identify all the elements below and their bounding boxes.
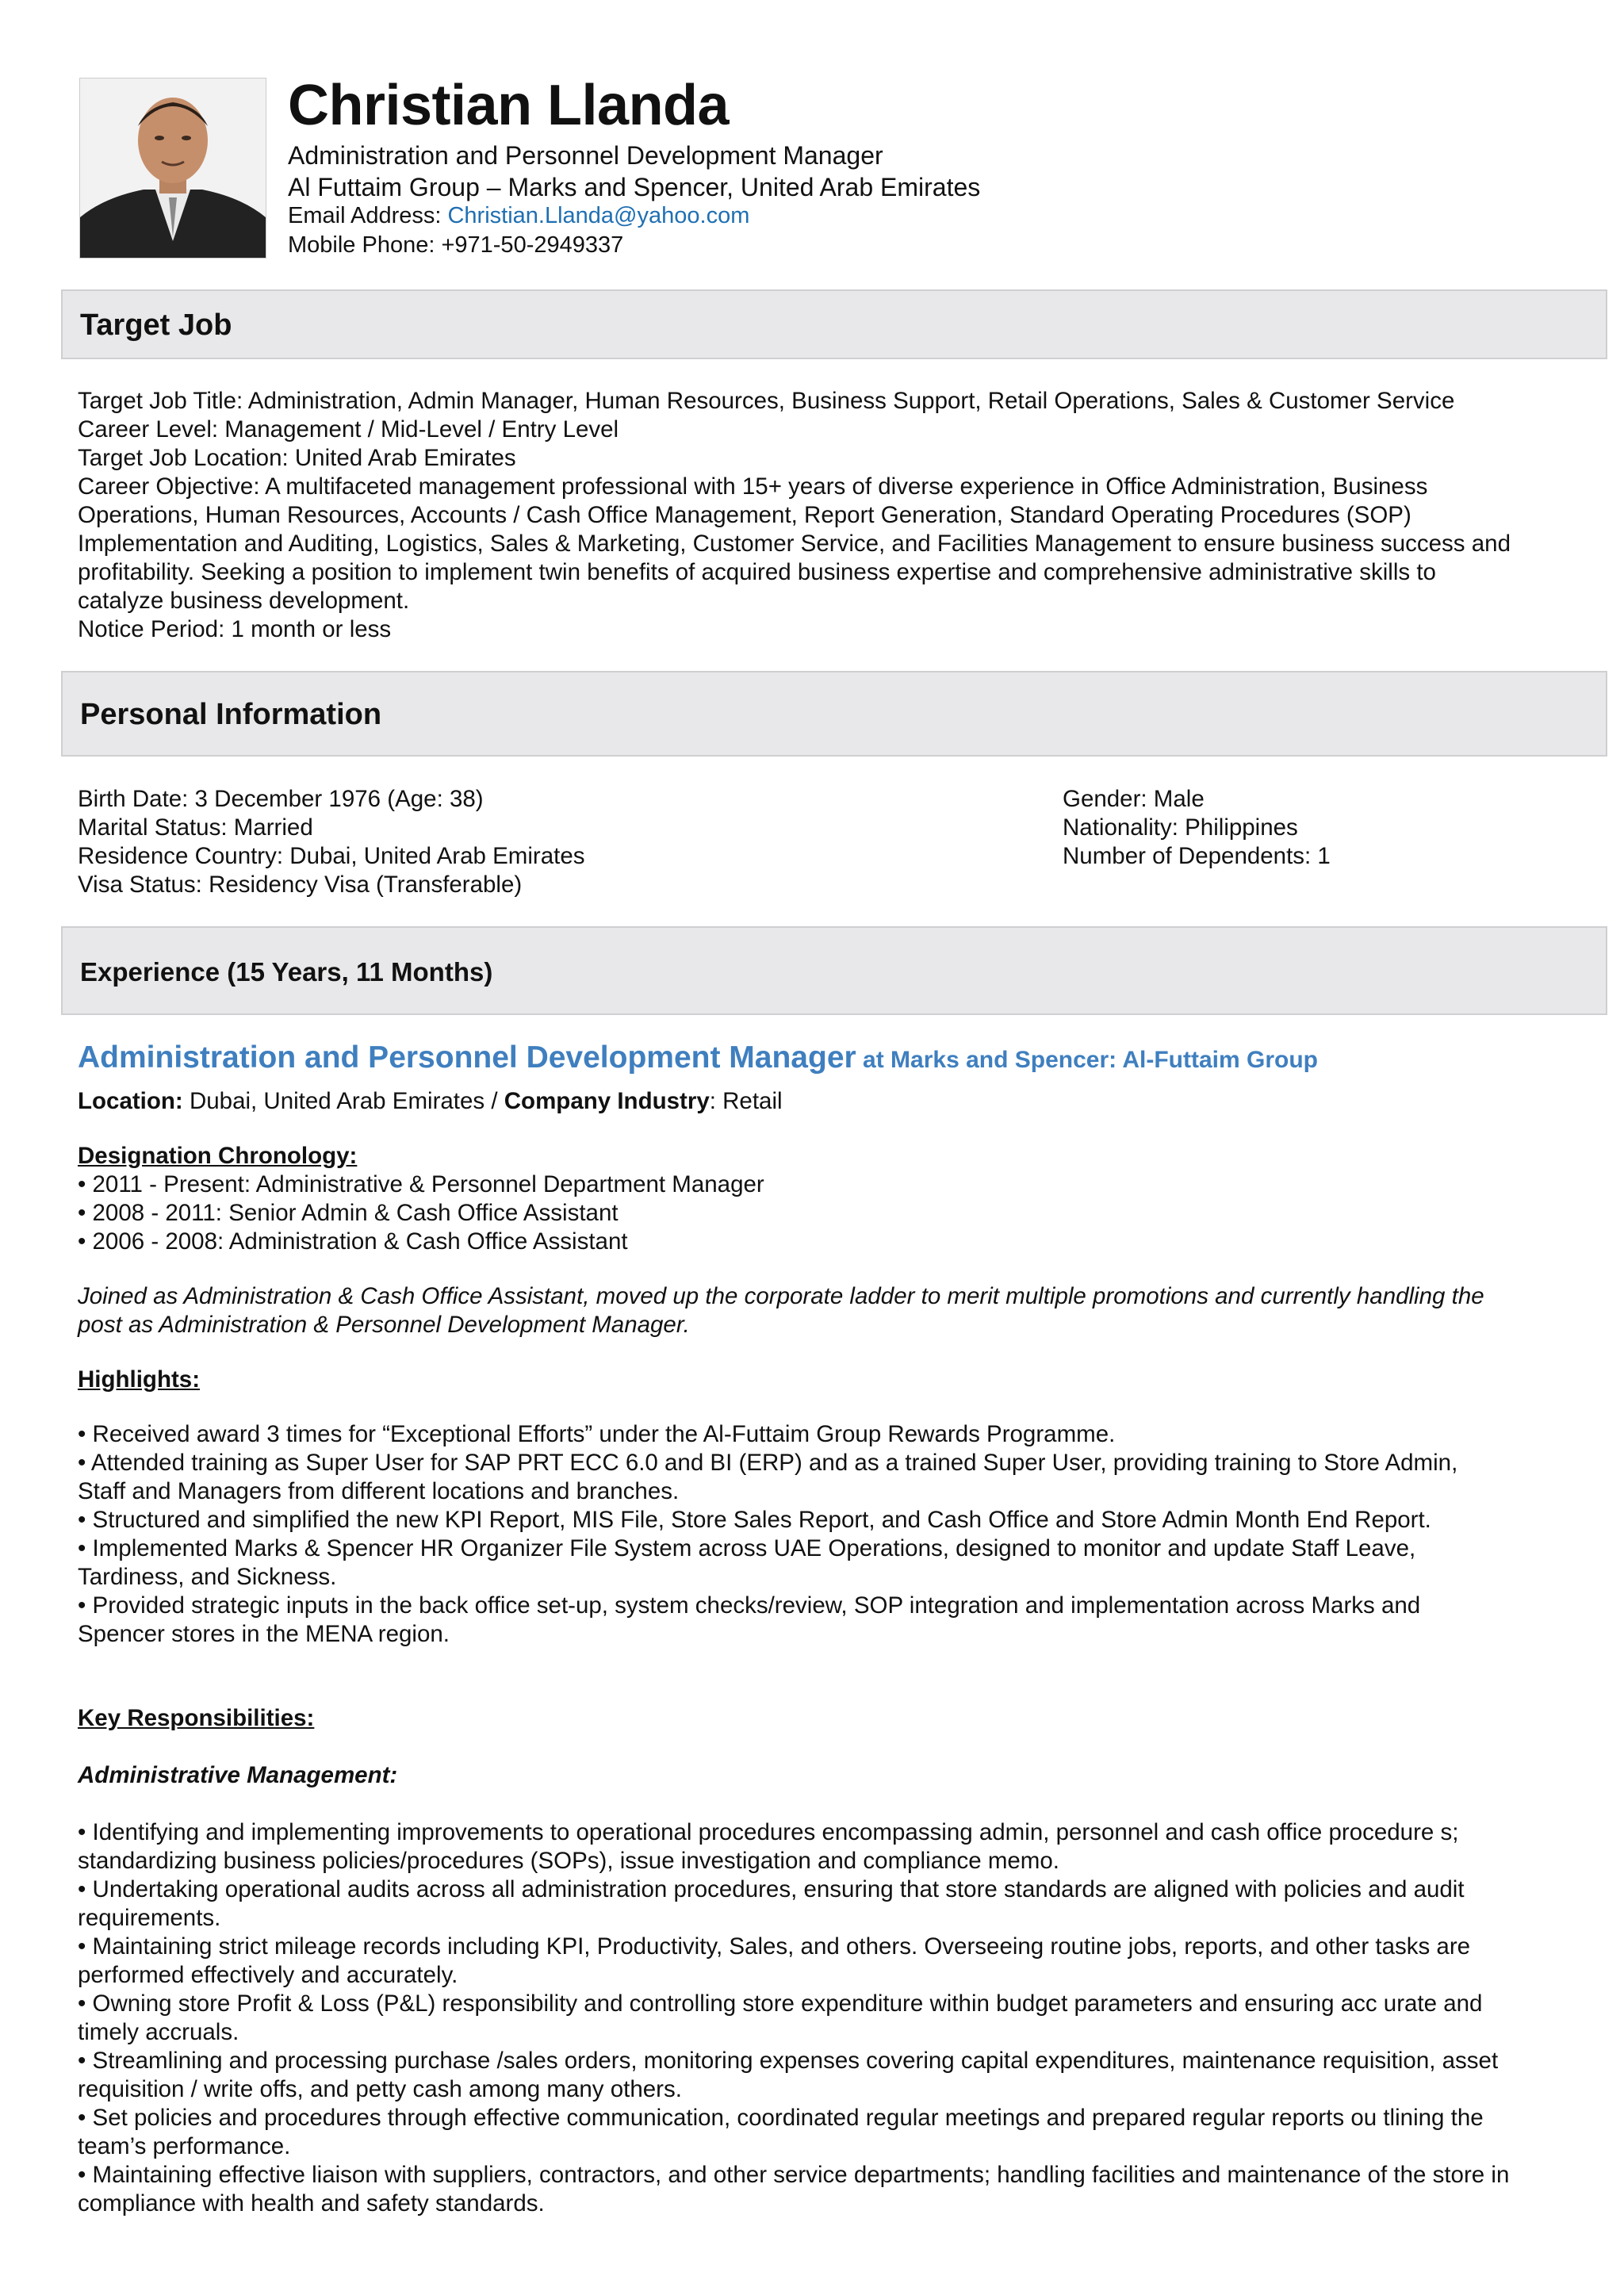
summary-line: Joined as Administration & Cash Office Assistant, moved up the corporate ladder to merit multiple promotions and currently handling the <box>78 1283 1484 1309</box>
industry-value: : Retail <box>709 1088 783 1114</box>
responsibility-line: timely accruals. <box>78 2019 239 2045</box>
responsibility-line: • Identifying and implementing improvements to operational procedures encompassing admin, personnel and cash office procedure s; <box>78 1819 1459 1845</box>
text-line: Nationality: Philippines <box>1063 814 1298 841</box>
responsibility-line: team’s performance. <box>78 2133 291 2159</box>
text-line: Career Level: Management / Mid-Level / Entry Level <box>78 416 619 443</box>
text-line: Implementation and Auditing, Logistics, Sales & Marketing, Customer Service, and Facilities Management to ensure business success and <box>78 531 1511 557</box>
chronology-item: • 2006 - 2008: Administration & Cash Office Assistant <box>78 1228 628 1255</box>
chronology-item: • 2008 - 2011: Senior Admin & Cash Office Assistant <box>78 1200 619 1226</box>
text-line: Target Job Title: Administration, Admin Manager, Human Resources, Business Support, Retail Operations, Sales & Customer Service <box>78 388 1455 414</box>
highlight-line: Spencer stores in the MENA region. <box>78 1621 450 1647</box>
target-job-body <box>78 387 1600 644</box>
responsibility-line: • Undertaking operational audits across all administration procedures, ensuring that store standards are aligned with policies and audit <box>78 1876 1465 1902</box>
highlight-line: • Received award 3 times for “Exceptional Efforts” under the Al-Futtaim Group Rewards Programme. <box>78 1421 1116 1447</box>
spacer <box>78 1339 1600 1366</box>
headline: Administration and Personnel Development Manager <box>288 141 883 170</box>
responsibility-line: • Owning store Profit & Loss (P&L) responsibility and controlling store expenditure within budget parameters and ensuring acc urate and <box>78 1990 1483 2017</box>
experience-body <box>78 1087 1600 2218</box>
chronology-item: • 2011 - Present: Administrative & Personnel Department Manager <box>78 1171 764 1197</box>
job-company: at Marks and Spencer: Al-Futtaim Group <box>856 1047 1318 1073</box>
phone: Mobile Phone: +971-50-2949337 <box>288 232 624 258</box>
profile-photo-image <box>80 79 266 258</box>
responsibility-line: • Streamlining and processing purchase /sales orders, monitoring expenses covering capital expenditures, maintenance requisition, asset <box>78 2048 1499 2074</box>
text-line: profitability. Seeking a position to implement twin benefits of acquired business expertise and comprehensive administrative skills to <box>78 559 1436 585</box>
highlight-line: • Structured and simplified the new KPI Report, MIS File, Store Sales Report, and Cash Office and Store Admin Month End Report. <box>78 1507 1431 1533</box>
target-job-section-bar <box>61 289 1607 359</box>
text-line: catalyze business development. <box>78 588 410 614</box>
profile-photo <box>79 78 266 259</box>
job-title: Administration and Personnel Development Manager <box>78 1040 856 1075</box>
responsibilities-heading: Key Responsibilities: <box>78 1705 315 1731</box>
text-line: Birth Date: 3 December 1976 (Age: 38) <box>78 786 484 812</box>
responsibility-line: • Maintaining strict mileage records including KPI, Productivity, Sales, and others. Overseeing routine jobs, reports, and other tasks are <box>78 1933 1471 1960</box>
admin-heading: Administrative Management: <box>78 1762 398 1788</box>
chronology-heading: Designation Chronology: <box>78 1143 358 1169</box>
target-job-heading: Target Job <box>80 308 232 342</box>
industry-label: Company Industry <box>504 1088 710 1114</box>
spacer <box>78 1733 1600 1761</box>
text-line: Notice Period: 1 month or less <box>78 616 392 642</box>
highlights-heading: Highlights: <box>78 1366 201 1393</box>
highlight-line: Tardiness, and Sickness. <box>78 1564 337 1590</box>
highlight-line: • Attended training as Super User for SAP PRT ECC 6.0 and BI (ERP) and as a trained Super User, providing training to Store Admin, <box>78 1450 1458 1476</box>
text-line: Operations, Human Resources, Accounts / Cash Office Management, Report Generation, Standard Operating Procedures (SOP) <box>78 502 1411 528</box>
responsibility-line: compliance with health and safety standards. <box>78 2190 545 2216</box>
experience-section-bar <box>61 926 1607 1015</box>
email-label: Email Address: <box>288 203 442 228</box>
spacer <box>78 1394 1600 1420</box>
email-row <box>288 203 749 229</box>
location-label: Location: <box>78 1088 183 1114</box>
highlight-line: • Provided strategic inputs in the back office set-up, system checks/review, SOP integration and implementation across Marks and <box>78 1592 1421 1619</box>
candidate-name: Christian Llanda <box>288 74 730 137</box>
responsibility-line: requirements. <box>78 1905 221 1931</box>
company-line: Al Futtaim Group – Marks and Spencer, United Arab Emirates <box>288 173 981 201</box>
spacer <box>78 1649 1600 1704</box>
summary-line: post as Administration & Personnel Development Manager. <box>78 1312 690 1338</box>
location-value: Dubai, United Arab Emirates / <box>182 1088 504 1114</box>
text-line: Visa Status: Residency Visa (Transferable) <box>78 872 523 898</box>
responsibility-line: • Set policies and procedures through effective communication, coordinated regular meetings and prepared regular reports ou tlining the <box>78 2105 1484 2131</box>
personal-info-heading: Personal Information <box>80 698 382 731</box>
spacer <box>78 1790 1600 1818</box>
responsibility-line: • Maintaining effective liaison with suppliers, contractors, and other service departments; handling facilities and maintenance of the store in <box>78 2162 1510 2188</box>
highlight-line: Staff and Managers from different locations and branches. <box>78 1478 680 1504</box>
email-link[interactable]: Christian.Llanda@yahoo.com <box>447 203 750 228</box>
responsibility-line: requisition / write offs, and petty cash among many others. <box>78 2076 682 2102</box>
text-line: Marital Status: Married <box>78 814 313 841</box>
responsibility-line: standardizing business policies/procedures (SOPs), issue investigation and compliance memo. <box>78 1848 1059 1874</box>
text-line: Residence Country: Dubai, United Arab Emirates <box>78 843 585 869</box>
personal-info-right <box>1063 785 1331 871</box>
text-line: Career Objective: A multifaceted management professional with 15+ years of diverse experience in Office Administration, Business <box>78 473 1428 500</box>
spacer <box>78 1116 1600 1142</box>
spacer <box>78 1256 1600 1282</box>
location-row <box>78 1087 1600 1116</box>
experience-heading: Experience (15 Years, 11 Months) <box>80 957 493 987</box>
personal-info-section-bar <box>61 671 1607 757</box>
responsibility-line: performed effectively and accurately. <box>78 1962 458 1988</box>
highlight-line: • Implemented Marks & Spencer HR Organizer File System across UAE Operations, designed to monitor and update Staff Leave, <box>78 1535 1416 1561</box>
personal-info-left <box>78 785 584 899</box>
text-line: Gender: Male <box>1063 786 1205 812</box>
text-line: Number of Dependents: 1 <box>1063 843 1331 869</box>
text-line: Target Job Location: United Arab Emirates <box>78 445 516 471</box>
job-title-row <box>78 1040 1318 1075</box>
